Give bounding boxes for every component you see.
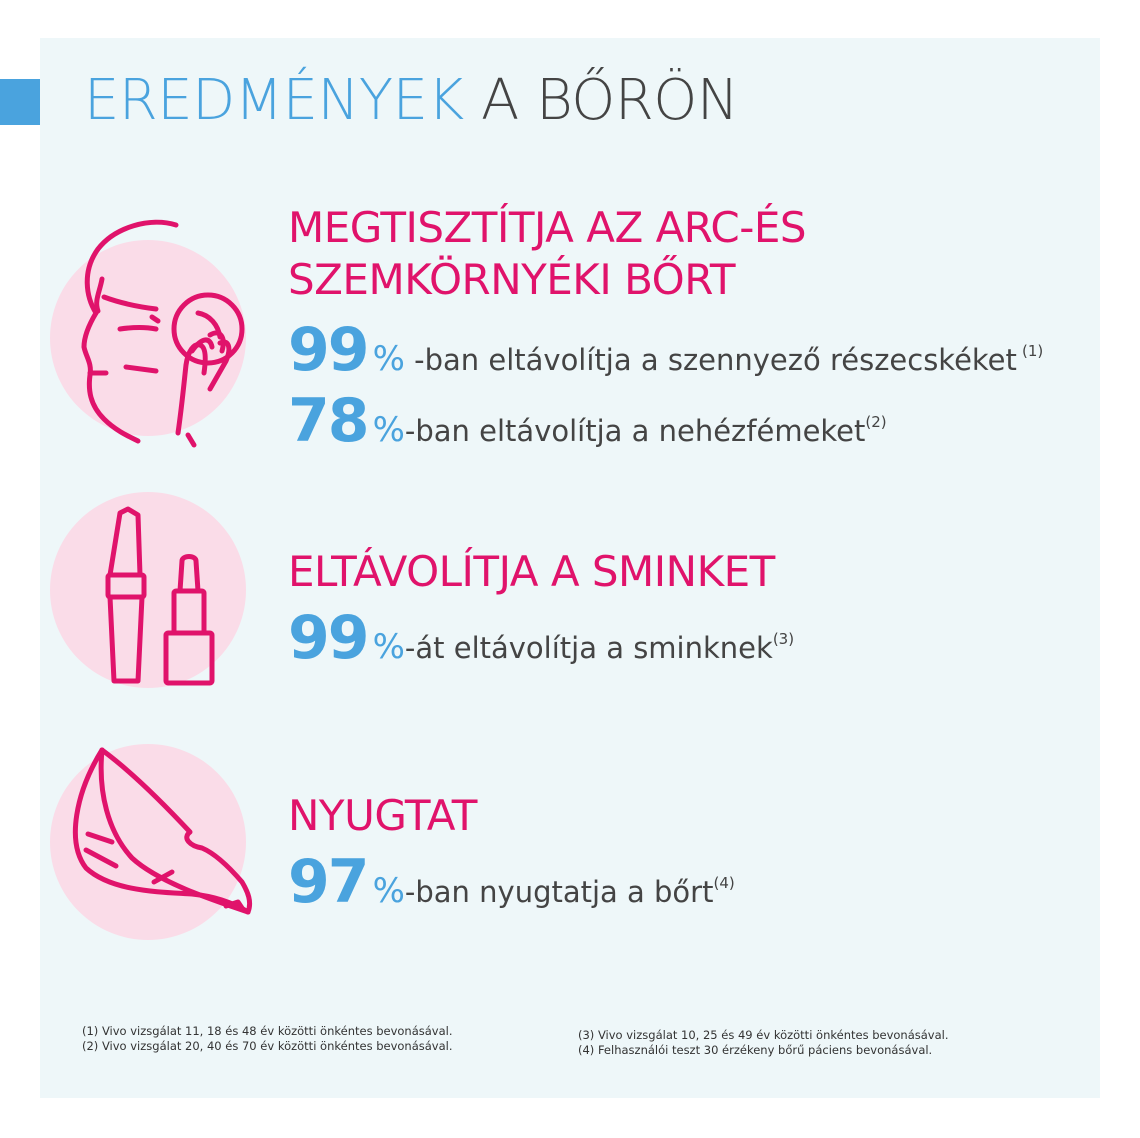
section1-heading [288,202,806,306]
makeup-lipstick-icon [90,495,230,685]
section1-heading-line2: SZEMKÖRNYÉKI BŐRT [288,255,735,304]
page-title [84,66,738,136]
stat-reference: (2) [865,413,887,431]
feather-icon [62,742,262,922]
stat-percent: % [372,410,405,450]
footnotes-left [82,1024,453,1054]
stat-percent: % [372,871,405,911]
stat-percent: % [372,627,405,667]
stat-text: -át eltávolítja a sminknek [404,631,773,665]
stat-percent: % [372,339,405,379]
stat-text: -ban eltávolítja a szennyező részecskéket [404,343,1017,377]
stat-reference: (3) [772,630,795,648]
stat-value: 78 [288,386,368,456]
section1-stat-1 [288,315,1044,385]
stat-reference: (4) [713,874,735,892]
section2-heading: ELTÁVOLÍTJA A SMINKET [288,547,775,596]
page-title-part1: EREDMÉNYEK [84,68,464,133]
footnote-4: (4) Felhasználói teszt 30 érzékeny bőrű páciens bevonásával. [578,1043,933,1057]
section3-stat-1 [288,847,735,917]
section1-heading-line1: MEGTISZTÍTJA AZ ARC-ÉS [288,203,807,252]
stat-reference: (1) [1021,342,1044,360]
section1-stat-2 [288,386,887,456]
stat-text: -ban nyugtatja a bőrt [404,875,714,909]
page-title-part2: A BŐRÖN [481,68,739,133]
section2-stat-1 [288,603,795,673]
footnote-2: (2) Vivo vizsgálat 20, 40 és 70 év közötti önkéntes bevonásával. [82,1039,453,1053]
face-cleansing-pad-icon [60,205,260,445]
stat-value: 97 [288,847,368,917]
footnote-3: (3) Vivo vizsgálat 10, 25 és 49 év közötti önkéntes bevonásával. [578,1028,949,1042]
stat-value: 99 [288,603,368,673]
stat-text: -ban eltávolítja a nehézfémeket [404,414,866,448]
section3-heading: NYUGTAT [288,791,477,840]
title-accent-bar [0,79,40,125]
stat-value: 99 [288,315,368,385]
footnotes-right [578,1028,949,1058]
footnote-1: (1) Vivo vizsgálat 11, 18 és 48 év közötti önkéntes bevonásával. [82,1024,453,1038]
